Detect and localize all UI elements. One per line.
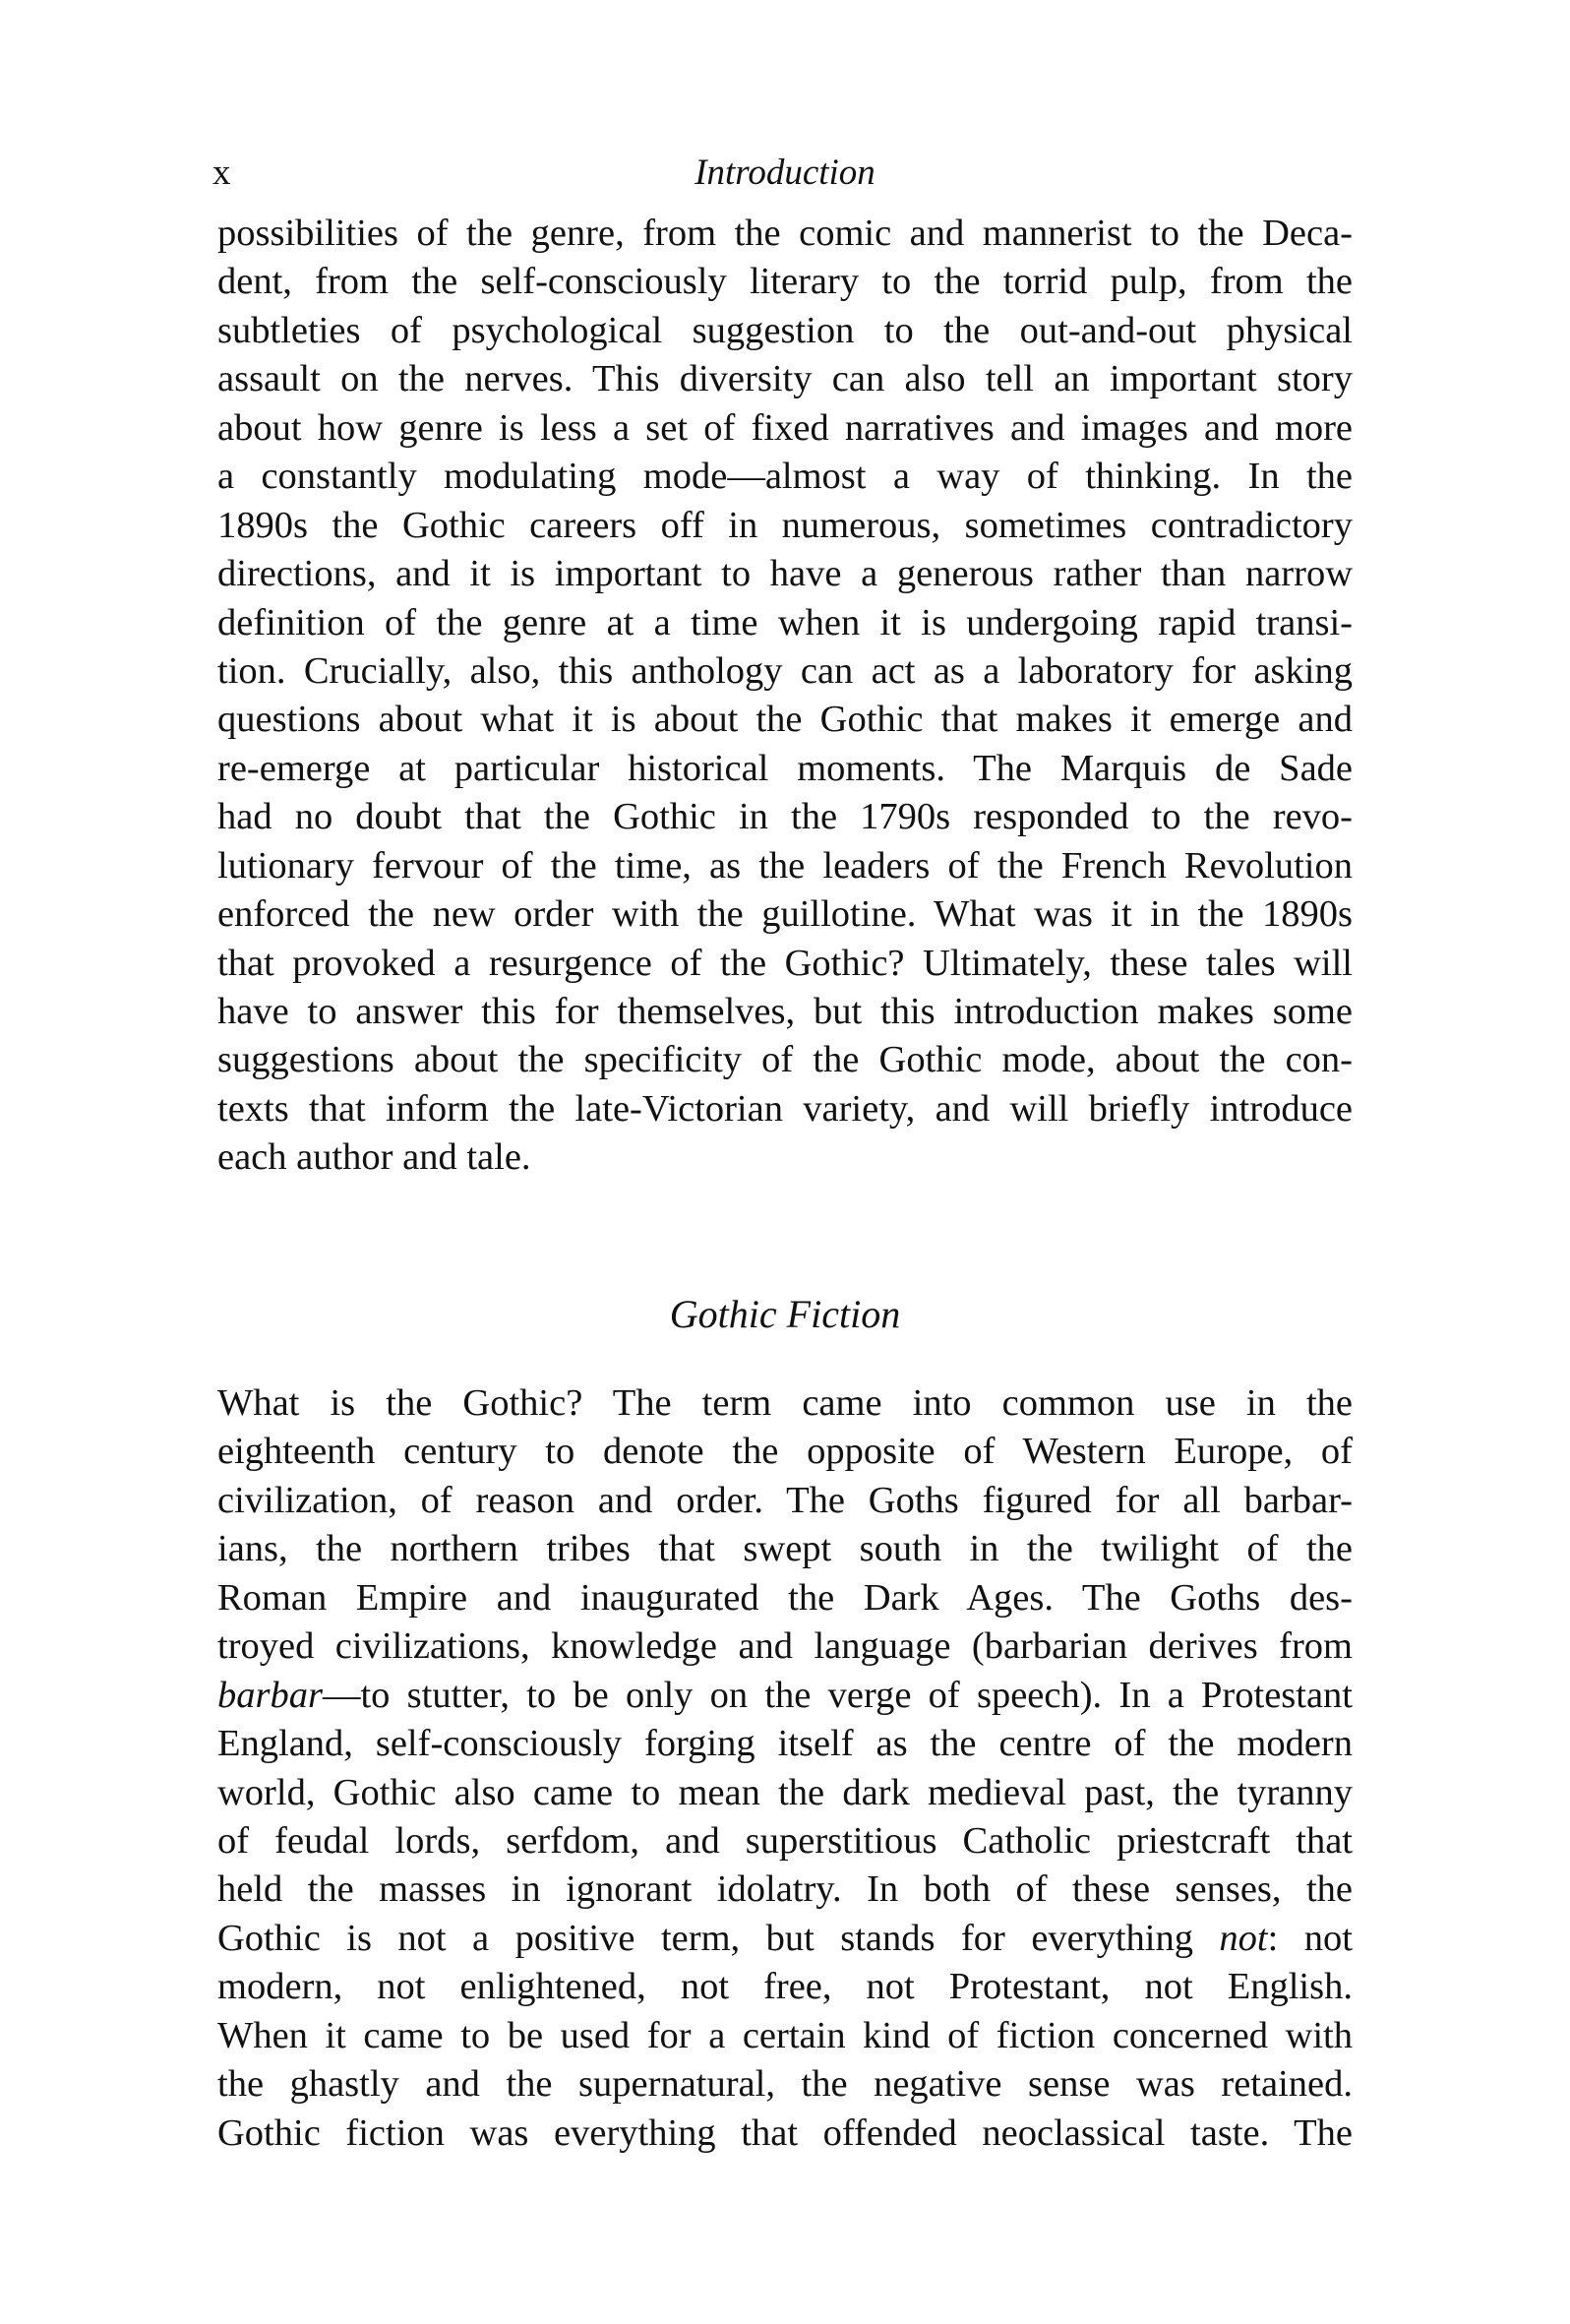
page-number: x [212,153,231,193]
text-line: enforced the new order with the guillotine. What was it in the 1890s [217,893,1353,936]
text-line: civilization, of reason and order. The Goths figured for all barbar- [217,1479,1353,1521]
text-line: When it came to be used for a certain kind of fiction concerned with [217,2014,1353,2056]
text-line: What is the Gothic? The term came into common use in the [217,1382,1353,1424]
text-line: suggestions about the specificity of the Gothic mode, about the con- [217,1039,1353,1081]
section-heading: Gothic Fiction [669,1292,901,1336]
text-line: definition of the genre at a time when it is undergoing rapid transi- [217,601,1353,643]
text-line: directions, and it is important to have a generous rather than narrow [217,553,1353,595]
text-line: held the masses in ignorant idolatry. In both of these senses, the [217,1868,1353,1911]
text-line: assault on the nerves. This diversity can also tell an important story [217,358,1353,400]
running-title: Introduction [694,153,876,193]
paragraph-intro [217,210,1353,1183]
text-line: about how genre is less a set of fixed narratives and images and more [217,406,1353,449]
text-line: eighteenth century to denote the opposite of Western Europe, of [217,1431,1353,1473]
text-fragment: Gothic is not a positive term, but stands for everything [217,1917,1220,1959]
text-line: Roman Empire and inaugurated the Dark Ages. The Goths des- [217,1576,1353,1619]
text-line: the ghastly and the supernatural, the negative sense was retained. [217,2063,1353,2106]
text-line: possibilities of the genre, from the comic and mannerist to the Deca- [217,213,1353,254]
text-line-with-italic [217,1672,1353,1720]
text-fragment: : not [1267,1917,1353,1959]
text-line: questions about what it is about the Gothic that makes it emerge and [217,699,1353,741]
text-line: 1890s the Gothic careers off in numerous, sometimes contradictory [217,504,1353,546]
paragraph-gothic-fiction [217,1379,1353,2158]
text-line: tion. Crucially, also, this anthology can act as a laboratory for asking [217,649,1353,692]
text-line-with-italic [217,1915,1353,1963]
text-line: lutionary fervour of the time, as the leaders of the French Revolution [217,844,1353,887]
italic-word: barbar [217,1674,323,1716]
text-line: troyed civilizations, knowledge and language (barbarian derives from [217,1625,1353,1668]
text-line: have to answer this for themselves, but this introduction makes some [217,991,1353,1032]
text-line: re-emerge at particular historical moments. The Marquis de Sade [217,747,1353,789]
text-line: modern, not enlightened, not free, not Protestant, not English. [217,1966,1353,2008]
text-line: each author and tale. [217,1136,531,1179]
text-fragment: —to stutter, to be only on the verge of speech). In a Protestant [322,1674,1353,1716]
page-header [0,144,1570,203]
text-line: ians, the northern tribes that swept south in the twilight of the [217,1528,1353,1570]
text-line: England, self-consciously forging itself as the centre of the modern [217,1723,1353,1765]
text-line: subtleties of psychological suggestion to the out-and-out physical [217,309,1353,351]
text-line: dent, from the self-consciously literary to the torrid pulp, from the [217,261,1353,303]
text-line: of feudal lords, serfdom, and superstitious Catholic priestcraft that [217,1819,1353,1862]
text-line: had no doubt that the Gothic in the 1790s responded to the revo- [217,796,1353,838]
text-line: Gothic fiction was everything that offended neoclassical taste. The [217,2111,1353,2154]
text-line: world, Gothic also came to mean the dark medieval past, the tyranny [217,1771,1353,1813]
text-line: that provoked a resurgence of the Gothic? Ultimately, these tales will [217,942,1353,984]
text-line: a constantly modulating mode—almost a way of thinking. In the [217,456,1353,498]
italic-word: not [1219,1917,1268,1959]
text-line: texts that inform the late-Victorian variety, and will briefly introduce [217,1087,1353,1130]
